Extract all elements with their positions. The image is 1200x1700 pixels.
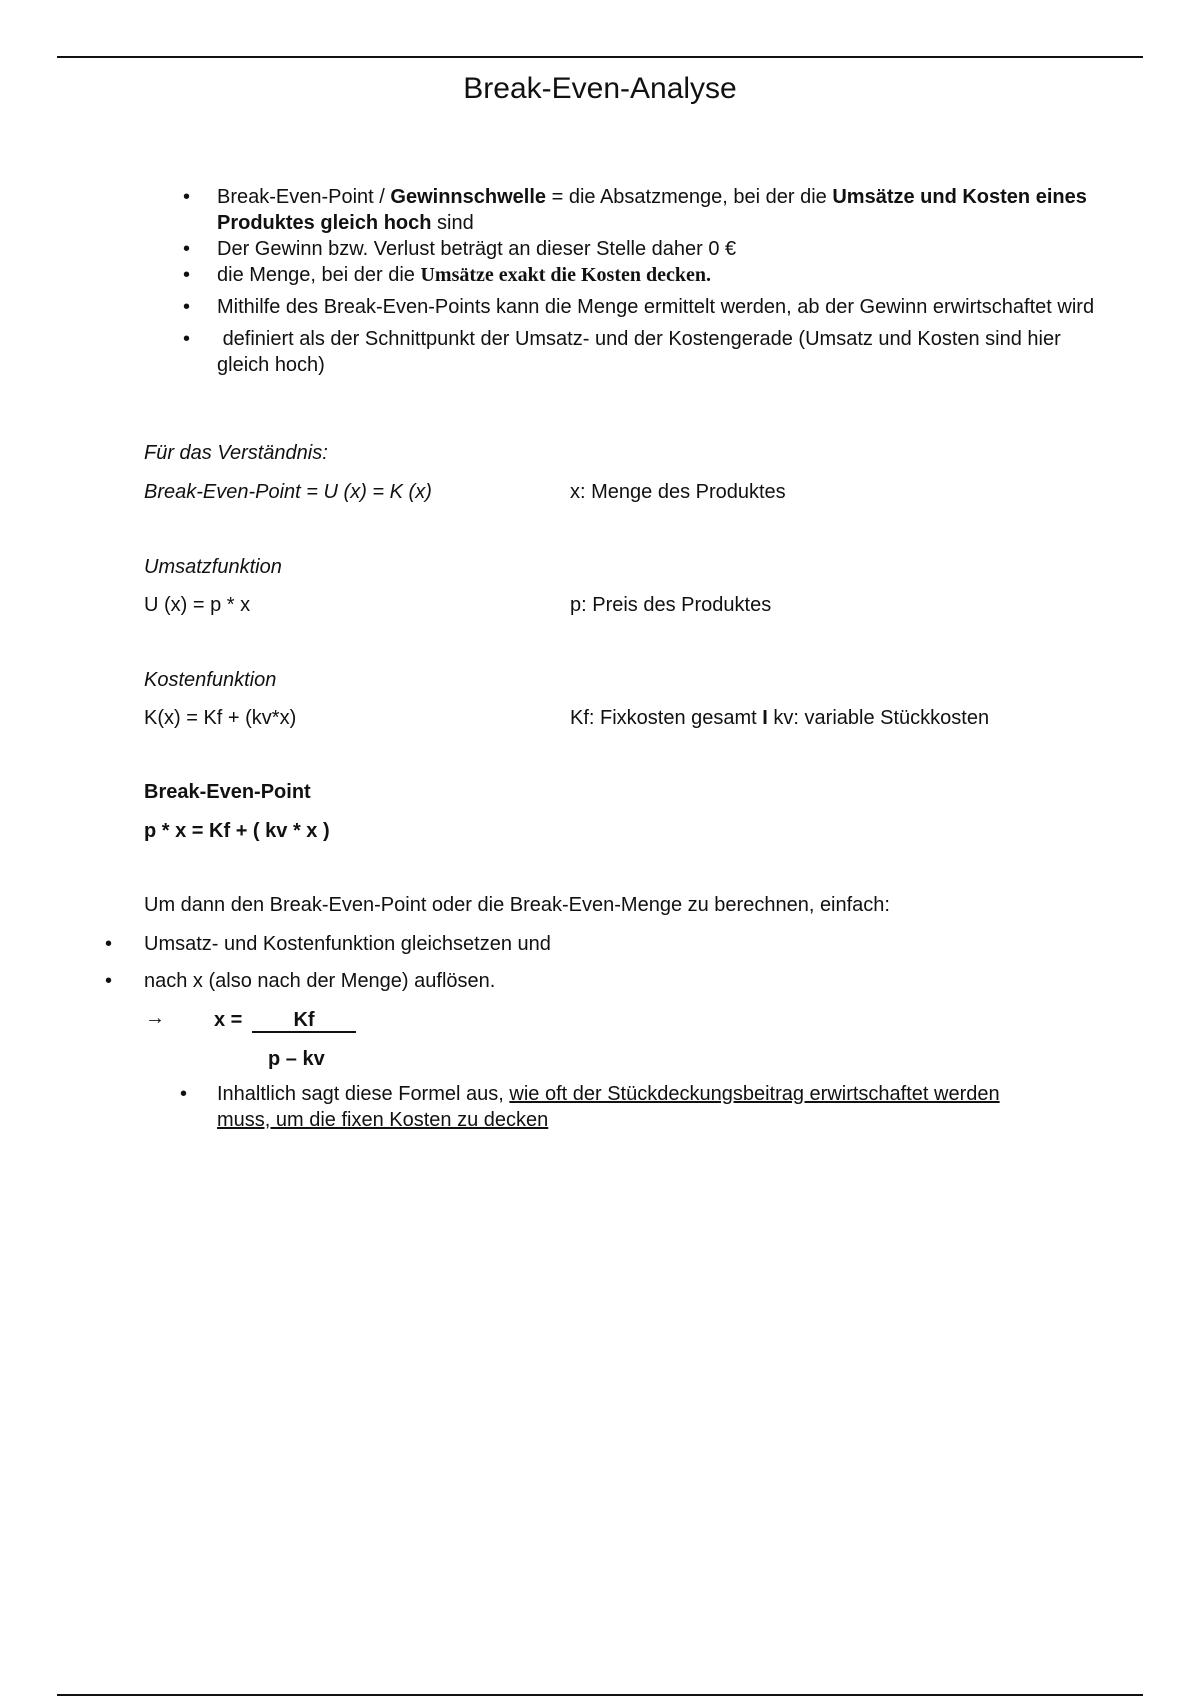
bullet-dot: • [180, 1083, 188, 1105]
formula-numerator: Kf [252, 1009, 356, 1033]
bottom-rule [57, 1694, 1143, 1696]
cost-note: Kf: Fixkosten gesamt I kv: variable Stückkosten [570, 707, 990, 729]
revenue-note: p: Preis des Produktes [570, 594, 772, 616]
calc-step-2: nach x (also nach der Menge) auflösen. [144, 970, 496, 992]
list-item: • die Menge, bei der die Umsätze exakt die Kosten decken. [217, 262, 1097, 288]
list-item: • definiert als der Schnittpunkt der Umsatz- und der Kostengerade (Umsatz und Kosten sind hier gleich hoch) [217, 326, 1097, 378]
bullet-dot: • [105, 933, 113, 955]
bullet-dot: • [105, 970, 113, 992]
list-item: • Break-Even-Point / Gewinnschwelle = die Absatzmenge, bei der die Umsätze und Kosten eines Produktes gleich hoch sind [217, 184, 1097, 236]
cost-heading: Kostenfunktion [144, 669, 277, 691]
formula-lhs: x = [214, 1009, 243, 1031]
revenue-heading: Umsatzfunktion [144, 556, 282, 578]
formula-denominator: p – kv [268, 1048, 325, 1070]
bep-formula: p * x = Kf + ( kv * x ) [144, 820, 330, 842]
formula-meaning: Inhaltlich sagt diese Formel aus, wie oft der Stückdeckungsbeitrag erwirtschaftet werden muss, um die fixen Kosten zu decken [217, 1083, 1000, 1131]
understanding-note: x: Menge des Produktes [570, 481, 786, 503]
bep-heading: Break-Even-Point [144, 781, 311, 803]
understanding-heading: Für das Verständnis: [144, 442, 328, 464]
revenue-formula: U (x) = p * x [144, 594, 251, 616]
arrow-icon: → [145, 1007, 165, 1029]
calc-intro: Um dann den Break-Even-Point oder die Break-Even-Menge zu berechnen, einfach: [144, 894, 890, 916]
list-item: • Mithilfe des Break-Even-Points kann die Menge ermittelt werden, ab der Gewinn erwirtschaftet wird [217, 294, 1097, 320]
definition-list [217, 184, 1097, 378]
top-rule [57, 56, 1143, 58]
list-item: • Der Gewinn bzw. Verlust beträgt an dieser Stelle daher 0 € [217, 236, 1097, 262]
cost-formula: K(x) = Kf + (kv*x) [144, 707, 297, 729]
calc-step-1: Umsatz- und Kostenfunktion gleichsetzen und [144, 933, 551, 955]
understanding-formula: Break-Even-Point = U (x) = K (x) [144, 481, 432, 503]
page-title: Break-Even-Analyse [463, 72, 737, 105]
